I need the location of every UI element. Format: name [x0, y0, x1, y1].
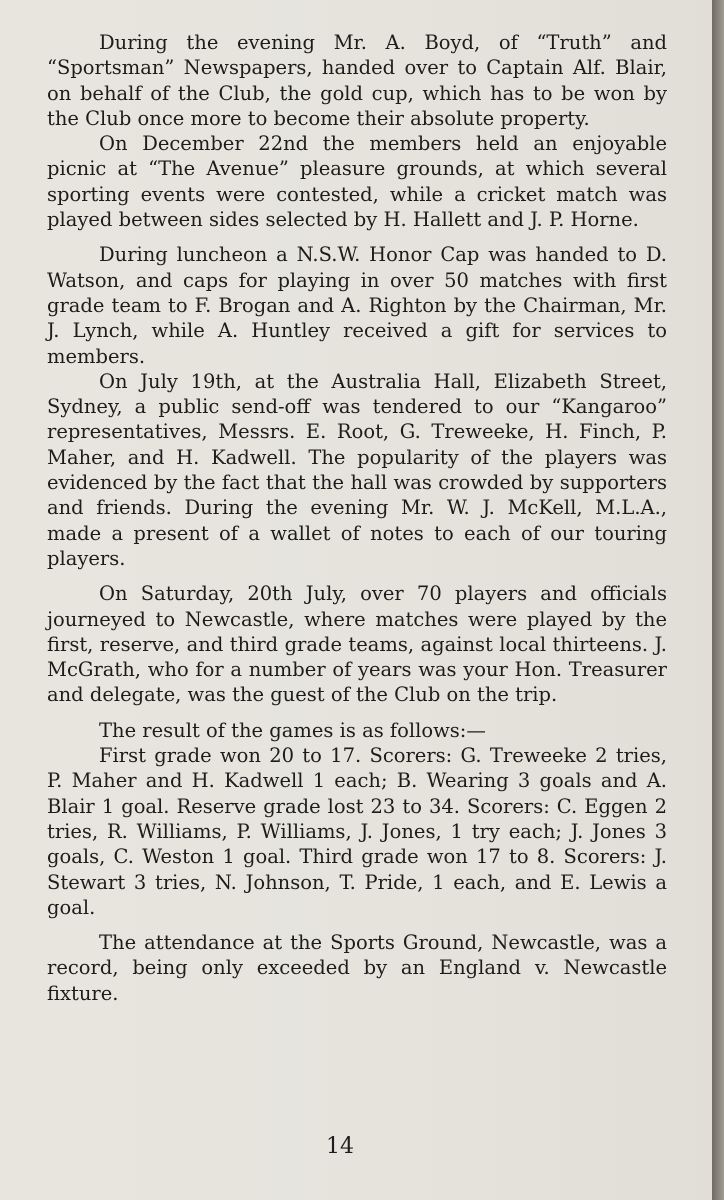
paragraph-newcastle-trip: On Saturday, 20th July, over 70 players and officials journeyed to Newcastle, where matches were played by the first, reserve, and third grade teams, against local thirteens. J. McGrath, who for a number of years was your Hon. Treasurer and delegate, was the guest of the Club on the trip. — [47, 582, 667, 707]
page-number: 14 — [326, 1134, 354, 1159]
paragraph-results: First grade won 20 to 17. Scorers: G. Treweeke 2 tries, P. Maher and H. Kadwell 1 each; B. Wearing 3 goals and A. Blair 1 goal. Reserve grade lost 23 to 34. Scorers: C. Eggen 2 tries, R. Williams, P. Williams, J. Jones, 1 try each; J. Jones 3 goals, C. Weston 1 goal. Third grade won 17 to 8. Scorers: J. Stewart 3 tries, N. Johnson, T. Pride, 1 each, and E. Lewis a goal. — [47, 744, 667, 919]
paragraph-results-intro: The result of the games is as follows:— — [99, 718, 486, 742]
paragraph-picnic: On December 22nd the members held an enjoyable picnic at “The Avenue” pleasure grounds, at which several sporting events were contested, while a cricket match was played between sides selected by H. Hallett and J. P. Horne. — [47, 132, 667, 232]
paragraph-attendance: The attendance at the Sports Ground, Newcastle, was a record, being only exceeded by an England v. Newcastle fixture. — [47, 931, 667, 1005]
body-text — [47, 30, 667, 1006]
paragraph-luncheon: During luncheon a N.S.W. Honor Cap was handed to D. Watson, and caps for playing in over 50 matches with first grade team to F. Brogan and A. Righton by the Chairman, Mr. J. Lynch, while A. Huntley received a gift for services to members. — [47, 243, 667, 368]
paragraph-gold-cup: During the evening Mr. A. Boyd, of “Truth” and “Sportsman” Newspapers, handed over to Captain Alf. Blair, on behalf of the Club, the gold cup, which has to be won by the Club once more to become their absolute property. — [47, 31, 667, 130]
paragraph-send-off: On July 19th, at the Australia Hall, Elizabeth Street, Sydney, a public send-off was tendered to our “Kangaroo” representatives, Messrs. E. Root, G. Treweeke, H. Finch, P. Maher, and H. Kadwell. The popularity of the players was evidenced by the fact that the hall was crowded by supporters and friends. During the evening Mr. W. J. McKell, M.L.A., made a present of a wallet of notes to each of our touring players. — [47, 369, 667, 570]
page-edge — [712, 0, 724, 1200]
